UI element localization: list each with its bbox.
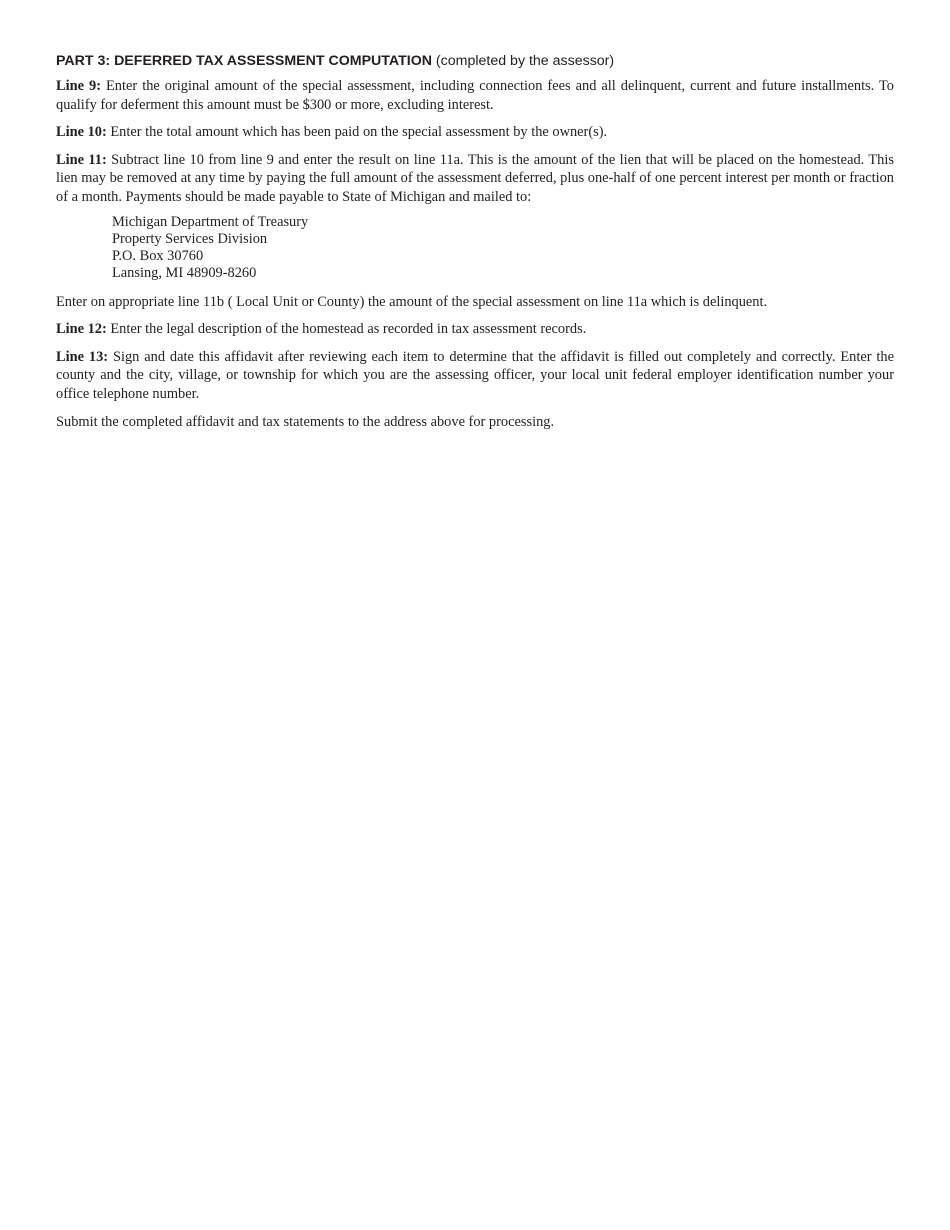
line-11b-text: Enter on appropriate line 11b ( Local Unit or County) the amount of the special assessment on line 11a which is delinquent.	[56, 293, 768, 310]
line-11b-instruction	[56, 293, 894, 312]
line-10-text: Enter the total amount which has been paid on the special assessment by the owner(s).	[106, 124, 608, 141]
line-13-text: Sign and date this affidavit after reviewing each item to determine that the affidavit is filled out completely and correctly. Enter the county and the city, village, or township for which you are the assessing officer, your local unit federal employer identification number your office telephone number.	[56, 348, 894, 402]
line-9-label: Line 9:	[56, 78, 101, 94]
line-12-instruction	[56, 320, 894, 339]
line-13-instruction	[56, 348, 894, 404]
address-line-2: Property Services Division	[112, 230, 268, 247]
line-10-instruction	[56, 123, 894, 142]
address-line-4: Lansing, MI 48909-8260	[112, 264, 257, 281]
section-heading-note: (completed by the assessor)	[431, 53, 615, 69]
section-heading	[56, 52, 894, 70]
line-11-text: Subtract line 10 from line 9 and enter the result on line 11a. This is the amount of the lien that will be placed on the homestead. This lien may be removed at any time by paying the full amount of the assessment deferred, plus one-half of one percent interest per month or fraction of a month. Payments should be made payable to State of Michigan and mailed to:	[56, 151, 894, 205]
section-heading-title: PART 3: DEFERRED TAX ASSESSMENT COMPUTATION	[56, 53, 432, 69]
line-10-label: Line 10:	[56, 124, 107, 141]
instructions-page	[56, 52, 894, 440]
line-11-label: Line 11:	[56, 151, 107, 168]
submit-text: Submit the completed affidavit and tax statements to the address above for processing.	[56, 413, 555, 430]
line-13-label: Line 13:	[56, 348, 109, 365]
line-9-text: Enter the original amount of the special assessment, including connection fees and all delinquent, current and future installments. To qualify for deferment this amount must be $300 or more, excluding interest.	[56, 78, 894, 113]
address-line-3: P.O. Box 30760	[112, 247, 204, 264]
line-12-text: Enter the legal description of the homestead as recorded in tax assessment records.	[106, 321, 587, 338]
line-9-instruction	[56, 77, 894, 114]
submit-instruction	[56, 413, 894, 432]
mailing-address	[112, 214, 894, 282]
line-11-instruction	[56, 151, 894, 207]
line-12-label: Line 12:	[56, 321, 107, 338]
address-line-1: Michigan Department of Treasury	[112, 213, 309, 230]
